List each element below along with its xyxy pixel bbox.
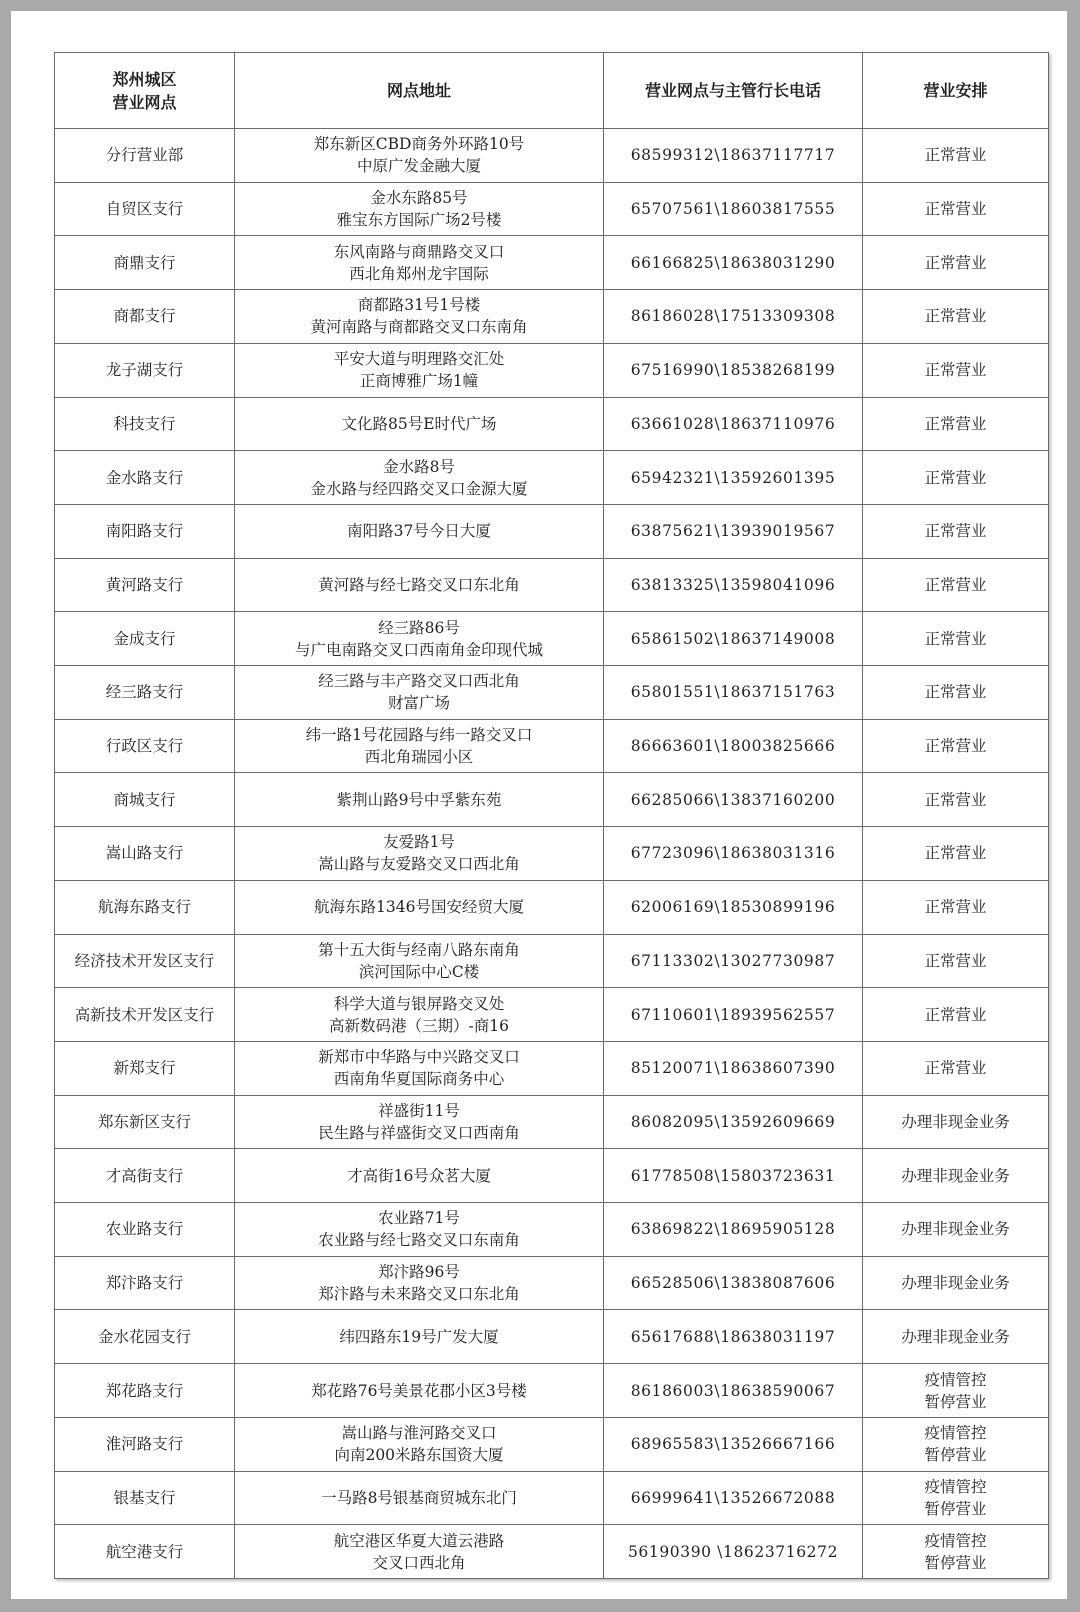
branch-name-cell: 银基支行 [55,1471,235,1525]
table-row [55,773,1049,827]
table-row [55,1041,1049,1095]
header-arrangement: 营业安排 [863,53,1049,129]
address-cell: 一马路8号银基商贸城东北门 [235,1471,604,1525]
header-row [55,53,1049,129]
branch-name-cell: 自贸区支行 [55,182,235,236]
branch-name-cell: 商鼎支行 [55,236,235,290]
branch-name-cell: 分行营业部 [55,129,235,183]
table-row [55,558,1049,612]
arrangement-cell: 正常营业 [863,612,1049,666]
branch-name-cell: 郑汴路支行 [55,1256,235,1310]
address-cell: 新郑市中华路与中兴路交叉口 西南角华夏国际商务中心 [235,1041,604,1095]
phone-cell: 67110601\18939562557 [604,988,863,1042]
branch-name-cell: 经济技术开发区支行 [55,934,235,988]
table-row [55,397,1049,451]
branch-name-cell: 农业路支行 [55,1203,235,1257]
address-cell: 经三路86号 与广电南路交叉口西南角金印现代城 [235,612,604,666]
arrangement-cell: 办理非现金业务 [863,1203,1049,1257]
table-row [55,666,1049,720]
page-card [11,11,1067,1599]
arrangement-cell: 疫情管控 暂停营业 [863,1471,1049,1525]
phone-cell: 85120071\18638607390 [604,1041,863,1095]
phone-cell: 86663601\18003825666 [604,719,863,773]
branch-name-cell: 新郑支行 [55,1041,235,1095]
phone-cell: 65707561\18603817555 [604,182,863,236]
arrangement-cell: 正常营业 [863,451,1049,505]
branch-name-cell: 行政区支行 [55,719,235,773]
table-row [55,451,1049,505]
table-row [55,827,1049,881]
arrangement-cell: 疫情管控 暂停营业 [863,1417,1049,1471]
table-body [55,129,1049,1579]
arrangement-cell: 正常营业 [863,934,1049,988]
address-cell: 金水路8号 金水路与经四路交叉口金源大厦 [235,451,604,505]
address-cell: 商都路31号1号楼 黄河南路与商都路交叉口东南角 [235,290,604,344]
address-cell: 郑花路76号美景花郡小区3号楼 [235,1364,604,1418]
address-cell: 科学大道与银屏路交叉处 高新数码港（三期）-商16 [235,988,604,1042]
arrangement-cell: 正常营业 [863,1041,1049,1095]
branch-name-cell: 经三路支行 [55,666,235,720]
arrangement-cell: 办理非现金业务 [863,1256,1049,1310]
phone-cell: 66528506\13838087606 [604,1256,863,1310]
phone-cell: 63813325\13598041096 [604,558,863,612]
arrangement-cell: 办理非现金业务 [863,1149,1049,1203]
table-row [55,934,1049,988]
phone-cell: 65801551\18637151763 [604,666,863,720]
table-row [55,343,1049,397]
phone-cell: 65861502\18637149008 [604,612,863,666]
arrangement-cell: 正常营业 [863,827,1049,881]
address-cell: 郑汴路96号 郑汴路与未来路交叉口东北角 [235,1256,604,1310]
address-cell: 航空港区华夏大道云港路 交叉口西北角 [235,1525,604,1579]
arrangement-cell: 正常营业 [863,880,1049,934]
arrangement-cell: 正常营业 [863,504,1049,558]
arrangement-cell: 疫情管控 暂停营业 [863,1364,1049,1418]
address-cell: 紫荆山路9号中孚紫东苑 [235,773,604,827]
branch-name-cell: 商城支行 [55,773,235,827]
branch-name-cell: 金水路支行 [55,451,235,505]
address-cell: 友爱路1号 嵩山路与友爱路交叉口西北角 [235,827,604,881]
table-row [55,1256,1049,1310]
table-row [55,1364,1049,1418]
address-cell: 纬四路东19号广发大厦 [235,1310,604,1364]
phone-cell: 86186003\18638590067 [604,1364,863,1418]
address-cell: 郑东新区CBD商务外环路10号 中原广发金融大厦 [235,129,604,183]
table-row [55,1203,1049,1257]
table-row [55,1095,1049,1149]
table-header [55,53,1049,129]
phone-cell: 67113302\13027730987 [604,934,863,988]
arrangement-cell: 正常营业 [863,558,1049,612]
address-cell: 文化路85号E时代广场 [235,397,604,451]
arrangement-cell: 正常营业 [863,666,1049,720]
branch-name-cell: 航空港支行 [55,1525,235,1579]
branch-name-cell: 龙子湖支行 [55,343,235,397]
table-row [55,1310,1049,1364]
table-row [55,988,1049,1042]
address-cell: 嵩山路与淮河路交叉口 向南200米路东国资大厦 [235,1417,604,1471]
branch-name-cell: 淮河路支行 [55,1417,235,1471]
table-row [55,1417,1049,1471]
address-cell: 才高街16号众茗大厦 [235,1149,604,1203]
address-cell: 经三路与丰产路交叉口西北角 财富广场 [235,666,604,720]
phone-cell: 63661028\18637110976 [604,397,863,451]
address-cell: 航海东路1346号国安经贸大厦 [235,880,604,934]
branch-name-cell: 金成支行 [55,612,235,666]
phone-cell: 86186028\17513309308 [604,290,863,344]
table-row [55,236,1049,290]
branch-name-cell: 商都支行 [55,290,235,344]
address-cell: 南阳路37号今日大厦 [235,504,604,558]
arrangement-cell: 办理非现金业务 [863,1310,1049,1364]
arrangement-cell: 正常营业 [863,290,1049,344]
arrangement-cell: 正常营业 [863,988,1049,1042]
arrangement-cell: 正常营业 [863,397,1049,451]
phone-cell: 63869822\18695905128 [604,1203,863,1257]
phone-cell: 56190390 \18623716272 [604,1525,863,1579]
phone-cell: 65617688\18638031197 [604,1310,863,1364]
arrangement-cell: 正常营业 [863,182,1049,236]
table-row [55,880,1049,934]
branch-name-cell: 郑东新区支行 [55,1095,235,1149]
address-cell: 农业路71号 农业路与经七路交叉口东南角 [235,1203,604,1257]
table-row [55,182,1049,236]
branch-name-cell: 黄河路支行 [55,558,235,612]
phone-cell: 68599312\18637117717 [604,129,863,183]
phone-cell: 66166825\18638031290 [604,236,863,290]
table-row [55,719,1049,773]
address-cell: 东风南路与商鼎路交叉口 西北角郑州龙宇国际 [235,236,604,290]
arrangement-cell: 正常营业 [863,236,1049,290]
branch-name-cell: 金水花园支行 [55,1310,235,1364]
arrangement-cell: 疫情管控 暂停营业 [863,1525,1049,1579]
branch-name-cell: 南阳路支行 [55,504,235,558]
phone-cell: 66285066\13837160200 [604,773,863,827]
branch-name-cell: 郑花路支行 [55,1364,235,1418]
arrangement-cell: 正常营业 [863,343,1049,397]
branch-name-cell: 才高街支行 [55,1149,235,1203]
address-cell: 平安大道与明理路交汇处 正商博雅广场1幢 [235,343,604,397]
branch-table [54,52,1049,1579]
branch-name-cell: 科技支行 [55,397,235,451]
address-cell: 祥盛街11号 民生路与祥盛街交叉口西南角 [235,1095,604,1149]
phone-cell: 67723096\18638031316 [604,827,863,881]
arrangement-cell: 正常营业 [863,129,1049,183]
header-branch-name: 郑州城区 营业网点 [55,53,235,129]
table-row [55,1471,1049,1525]
table-row [55,1525,1049,1579]
phone-cell: 67516990\18538268199 [604,343,863,397]
phone-cell: 65942321\13592601395 [604,451,863,505]
table-row [55,1149,1049,1203]
table-row [55,612,1049,666]
phone-cell: 68965583\13526667166 [604,1417,863,1471]
address-cell: 黄河路与经七路交叉口东北角 [235,558,604,612]
phone-cell: 61778508\15803723631 [604,1149,863,1203]
table-row [55,290,1049,344]
header-phone: 营业网点与主管行长电话 [604,53,863,129]
phone-cell: 86082095\13592609669 [604,1095,863,1149]
arrangement-cell: 正常营业 [863,719,1049,773]
phone-cell: 62006169\18530899196 [604,880,863,934]
branch-name-cell: 航海东路支行 [55,880,235,934]
phone-cell: 63875621\13939019567 [604,504,863,558]
arrangement-cell: 正常营业 [863,773,1049,827]
branch-name-cell: 高新技术开发区支行 [55,988,235,1042]
branch-name-cell: 嵩山路支行 [55,827,235,881]
phone-cell: 66999641\13526672088 [604,1471,863,1525]
header-address: 网点地址 [235,53,604,129]
arrangement-cell: 办理非现金业务 [863,1095,1049,1149]
address-cell: 纬一路1号花园路与纬一路交叉口 西北角瑞园小区 [235,719,604,773]
table-row [55,504,1049,558]
table-row [55,129,1049,183]
address-cell: 金水东路85号 雅宝东方国际广场2号楼 [235,182,604,236]
address-cell: 第十五大街与经南八路东南角 滨河国际中心C楼 [235,934,604,988]
